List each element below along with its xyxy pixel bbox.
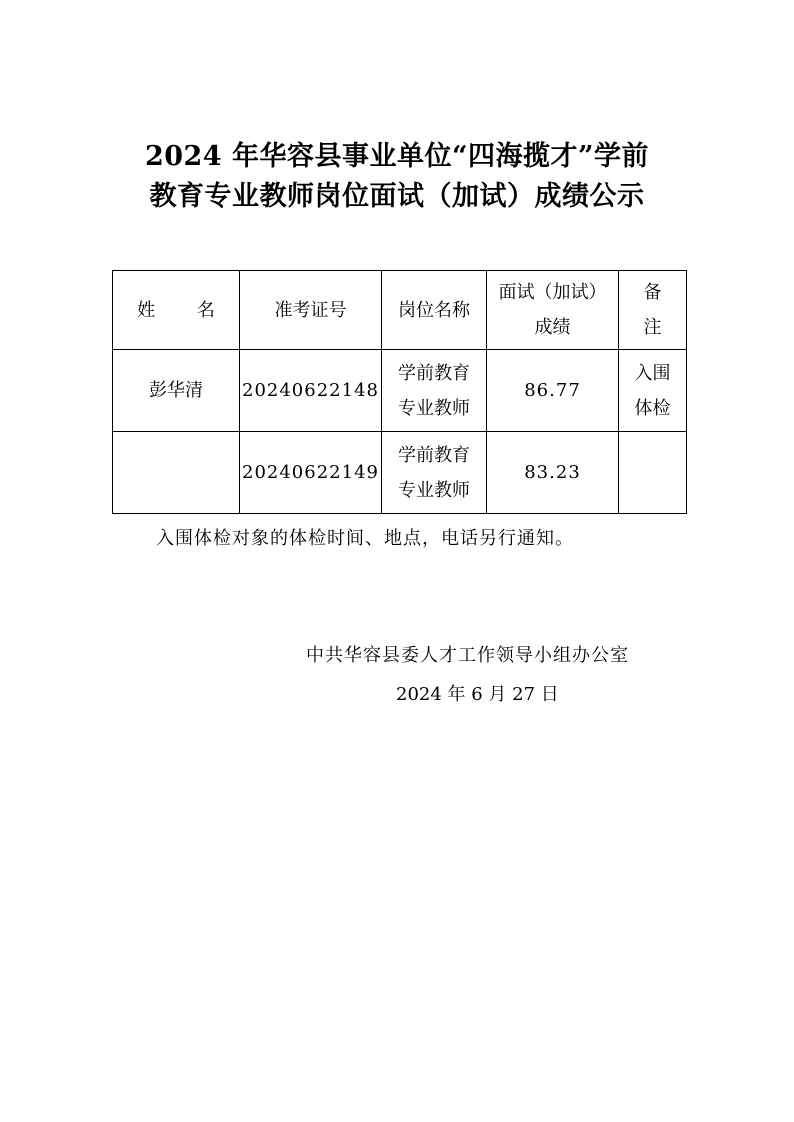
header-position: 岗位名称 xyxy=(382,271,487,350)
notice-text: 入围体检对象的体检时间、地点，电话另行通知。 xyxy=(156,528,574,549)
issuer-signature: 中共华容县委人才工作领导小组办公室 xyxy=(306,645,629,666)
header-score-line-2: 成绩 xyxy=(534,317,571,338)
table-row xyxy=(113,432,687,514)
table-row xyxy=(113,350,687,432)
cell-exam-id: 20240622148 xyxy=(240,350,382,432)
results-table xyxy=(112,270,687,514)
issue-date: 2024 年 6 月 27 日 xyxy=(396,684,559,705)
header-exam-id: 准考证号 xyxy=(240,271,382,350)
cell-name xyxy=(113,432,240,514)
cell-position xyxy=(382,432,487,514)
header-score xyxy=(487,271,619,350)
cell-score: 83.23 xyxy=(487,432,619,514)
table-header-row xyxy=(113,271,687,350)
document-title-line-2: 教育专业教师岗位面试（加试）成绩公示 xyxy=(149,181,645,212)
cell-exam-id: 20240622149 xyxy=(240,432,382,514)
cell-remark-line-2: 体检 xyxy=(634,397,671,419)
cell-position-line-1: 学前教育 xyxy=(398,362,470,384)
header-remark: 备 注 xyxy=(619,271,687,350)
cell-score: 86.77 xyxy=(487,350,619,432)
cell-remark-line-1: 入围 xyxy=(634,362,671,384)
cell-position xyxy=(382,350,487,432)
cell-position-line-2: 专业教师 xyxy=(398,479,470,501)
cell-name: 彭华清 xyxy=(113,350,240,432)
document-title-line-1: 2024 年华容县事业单位“四海揽才”学前 xyxy=(144,141,650,172)
cell-position-line-1: 学前教育 xyxy=(398,444,470,466)
cell-position-line-2: 专业教师 xyxy=(398,397,470,419)
cell-remark xyxy=(619,350,687,432)
header-name: 姓 名 xyxy=(113,271,240,350)
cell-remark xyxy=(619,432,687,514)
header-score-line-1: 面试（加试） xyxy=(498,282,607,303)
